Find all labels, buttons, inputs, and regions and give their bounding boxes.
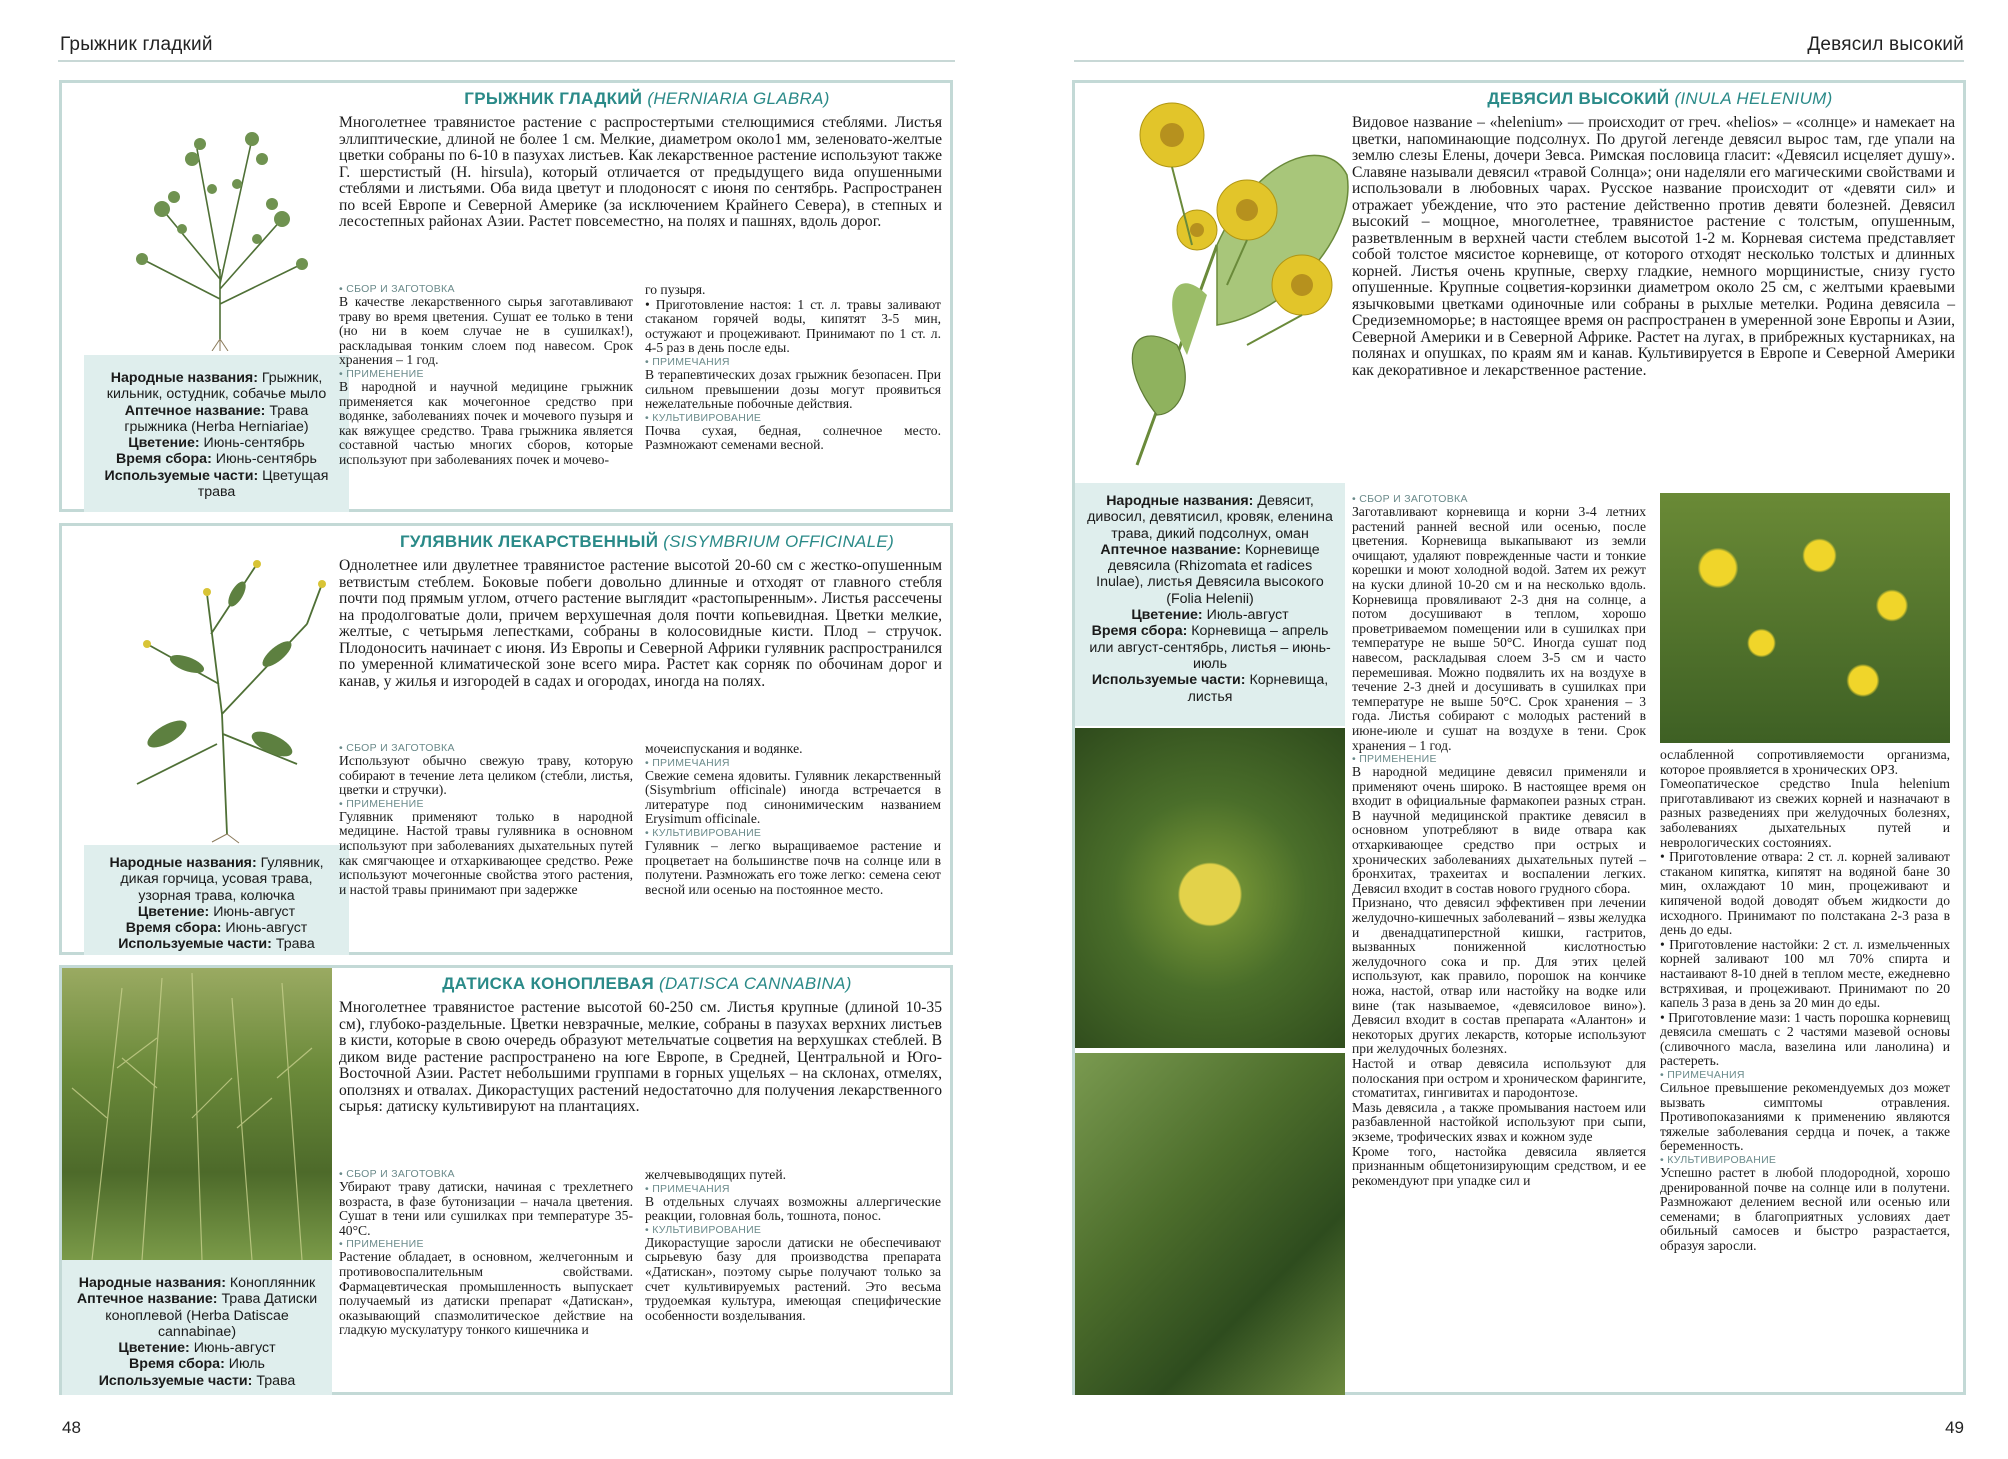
- page-number-left: 48: [62, 1418, 81, 1437]
- info-value: Июнь-сентябрь: [203, 435, 305, 452]
- info-value: Грыжник, кильник, остудник, собачье мыло: [106, 370, 327, 403]
- page-number-right: 49: [1945, 1418, 1964, 1437]
- article-title: ДАТИСКА КОНОПЛЕВАЯ (DATISCA CANNABINA): [442, 974, 852, 993]
- inula-info-panel: Народные названия: Девясит, дивосил, девятисил, кровяк, еленина трава, дикий подсолнух, оман Аптечное название: Корневище девясила (Rhizomata et radices Inulae), листья Девясила высокого (Folia Helenii) Цветение: Июль-август Время сбора: Корневища – апрель или август-сентябрь, листья – июнь-июль Используемые части: Корневища, листья: [1075, 483, 1345, 726]
- header-rule-right: [1074, 60, 1964, 62]
- sisymbrium-illustration: [107, 534, 337, 844]
- info-label: Время сбора:: [116, 451, 212, 468]
- article-intro: Многолетнее травянистое растение с распростертыми стелющимися стеблями. Листья эллиптические, длиной не более 1 см. Мелкие, диаметром около1 мм, зеленовато-желтые цветки собраны по 6-10 в пазухах листьев. Как лекарственное растение используют также Г. шерстистый (H. hirsula), который отличается от предыдущего вида опушенными стеблями и листьями. Оба вида цветут и плодоносят с июня по сентябрь. Распространен по всей Европе и Северной Америке (за исключением Крайнего Севера), в степных и лесостепных районах Азии. Растет повсеместно, на полях и пашнях, вдоль дорог.: [339, 114, 942, 230]
- inula-leaves-photo: [1075, 1053, 1345, 1395]
- info-label: Народные названия:: [110, 370, 258, 386]
- inula-flower-photo: [1075, 728, 1345, 1048]
- article-column-2: мочеиспускания и водянке. • ПРИМЕЧАНИЯ Свежие семена ядовиты. Гулявник лекарственный (Sisymbrium officinale) иногда встречается в литературе под синонимическим названием Erysimum officinale. • КУЛЬТИВИРОВАНИЕ Гулявник – легко выращиваемое растение и процветает на большинстве почв на солнце или в полутени. Размножать его тоже легко: семена сеют весной или осенью на постоянное место.: [645, 741, 941, 897]
- article-title: ГРЫЖНИК ГЛАДКИЙ (HERNIARIA GLABRA): [464, 89, 830, 108]
- article-intro: Многолетнее травянистое растение высотой 60-250 см. Листья крупные (длиной 10-35 см), глубоко-раздельные. Цветки невзрачные, мелкие, собраны в пазухах верхних листьев в кисти, которые в свою очередь образуют метельчатые соцветия на верхушках стеблей. В диком виде растение распространено на юге Европе, в Средней, Центральной и Юго-Восточной Азии. Растет небольшими группами в горных ущельях – на склонах, отмелях, оползнях и отвалах. Дикорастущих растений недостаточно для получения лекарственного сырья: датиску культивируют на плантациях.: [339, 999, 942, 1115]
- article-datisca: [59, 965, 953, 1395]
- inula-field-photo: [1660, 493, 1950, 743]
- article-column-1: • СБОР И ЗАГОТОВКА Используют обычно свежую траву, которую собирают в течение лета целиком (стебли, листья, цветки и стручки). • ПРИМЕНЕНИЕ Гулявник применяют только в народной медицине. Настой травы гулявника в основном используют при заболеваниях дыхательных путей как смягчающее и отхаркивающее средство. Реже используют мочегонные свойства этого растения, и настой травы принимают при задержке: [339, 742, 633, 897]
- article-title: ГУЛЯВНИК ЛЕКАРСТВЕННЫЙ (SISYMBRIUM OFFICINALE): [399, 532, 895, 551]
- sisymbrium-info-panel: Народные названия: Гулявник, дикая горчица, усовая трава, узорная трава, колючка Цветение: Июнь-август Время сбора: Июнь-август Используемые части: Трава: [84, 845, 349, 955]
- article-column-2: го пузыря. • Приготовление настоя: 1 ст. л. травы заливают стаканом горячей воды, кипятят 3-5 мин, остужают и процеживают. Принимают по 1 ст. л. 4-5 раз в день после еды. • ПРИМЕЧАНИЯ В терапевтических дозах грыжник безопасен. При сильном превышении дозы могут проявиться нежелательные побочные действия. • КУЛЬТИВИРОВАНИЕ Почва сухая, бедная, солнечное место. Размножают семенами весной.: [645, 282, 941, 453]
- article-intro: Однолетнее или двулетнее травянистое растение высотой 20-60 см с жестко-опушенным ветвистым стеблем. Боковые побеги довольно длинные и отходят от главного стебля почти под прямым углом, отчего растение выглядит «растопыренным». Листья рассечены на продолговатые доли, причем верхушечная доля почти копьевидная. Цветки мелкие, желтые, с четырьмя лепестками, собраны в колосовидные кисти. Плод – стручок. Плодоносить начинает с июня. Из Европы и Северной Африки гулявник распространился по умеренной климатической зоне всего мира. Растет как сорняк по обочинам дорог и канав, у жилья и изгородей в садах и огородах, иногда на полях.: [339, 557, 942, 690]
- info-label: Цветение:: [128, 435, 200, 452]
- datisca-photo: [62, 968, 332, 1260]
- herniaria-info-panel: [84, 355, 349, 512]
- info-label: Используемые части:: [104, 467, 259, 484]
- header-rule-left: [58, 60, 955, 62]
- article-column-1: • СБОР И ЗАГОТОВКА В качестве лекарственного сырья заготавливают траву во время цветения. Сушат ее только в тени (но ни в коем случае не в сушилках!), раскладывая тонким слоем под навесом. Срок хранения – 1 год. • ПРИМЕНЕНИЕ В народной и научной медицине грыжник применяется как мочегонное средство при водянке, заболеваниях почек и мочевого пузыря и как вяжущее средство. Трава грыжника является составной частью многих сборов, которые используют при заболеваниях почек и мочево-: [339, 283, 633, 467]
- running-header-right: Девясил высокий: [1807, 34, 1964, 55]
- inula-illustration: [1097, 95, 1367, 480]
- article-column-1: • СБОР И ЗАГОТОВКА Убирают траву датиски, начиная с трехлетнего возраста, в фазе бутонизации – начала цветения. Сушат в тени или сушилках при температуре 35-40°С. • ПРИМЕНЕНИЕ Растение обладает, в основном, желчегонным и противовоспалительным свойствами. Фармацевтическая промышленность выпускает получаемый из датиски препарат «Датискан», оказывающий спазмолитическое действие на гладкую мускулатуру тонкого кишечника и: [339, 1168, 633, 1338]
- info-value: Трава грыжника (Herba Herniariae): [124, 402, 309, 435]
- info-label: Аптечное название:: [124, 402, 266, 419]
- article-title: ДЕВЯСИЛ ВЫСОКИЙ (INULA HELENIUM): [1487, 89, 1833, 108]
- article-sisymbrium: [59, 523, 953, 955]
- datisca-info-panel: Народные названия: Коноплянник Аптечное название: Трава Датиски коноплевой (Herba Datiscae cannabinae) Цветение: Июнь-август Время сбора: Июль Используемые части: Трава: [62, 1260, 332, 1395]
- article-column-2: желчевыводящих путей. • ПРИМЕЧАНИЯ В отдельных случаях возможны аллергические реакции, головная боль, тошнота, понос. • КУЛЬТИВИРОВАНИЕ Дикорастущие заросли датиски не обеспечивают сырьевую базу для производства препарата «Датискан», поэтому сырье получают только за счет культивируемых растений. Это весьма трудоемкая культура, имеющая специфические особенности возделывания.: [645, 1167, 941, 1323]
- herniaria-illustration: [102, 89, 338, 351]
- info-value: Цветущая трава: [197, 467, 329, 501]
- running-header-left: Грыжник гладкий: [60, 34, 213, 55]
- article-herniaria: [59, 80, 953, 512]
- article-intro: Видовое название – «helenium» — происходит от греч. «helios» – «солнце» и намекает на цветки, напоминающие подсолнух. По другой легенде девясил вырос там, где упали на землю слезы Елены, дочери Зевса. Римская пословица гласит: «Девясил исцеляет душу». Славяне называли девясил «травой Солнца»; они наделяли его магическими свойствами и использовали в любовных чарах. Русское название происходит от «девяти сил» и отражает убеждение, что это растение действенно против девяти болезней. Девясил высокий – мощное, многолетнее, травянистое растение с толстым, опушенным, разветвленным в верхней части стеблем высотой 1-2 м. Корневая система представляет собой толстое мясистое корневище, от которого отходят несколько толстых и длинных корней. Листья очень крупные, сверху гладкие, немного морщинистые, снизу густо опушенные. Крупные соцветия-корзинки диаметром около 25 см, с желтыми краевыми язычковыми цветками одиночные или собраны в рыхлые метелки. Родина девясила – Средиземноморье; в настоящее время он распространен в умеренной зоне Европы и Азии, Северной Америки и в Северной Африке. Растет на лугах, в прибрежных кустарниках, на полянах и опушках, по краям ям и канав. Культивируется в Европе и Северной Америки как декоративное и лекарственное растение.: [1352, 114, 1955, 379]
- article-inula: [1072, 80, 1966, 1395]
- article-column-1: • СБОР И ЗАГОТОВКА Заготавливают корневища и корни 3-4 летних растений ранней весной или осенью, после цветения. Корневища выкапывают из земли очищают, удаляют поврежденные части и тонкие корешки и моют холодной водой. Затем их режут на куски длиной 10-20 см и на несколько вдоль. Корневища провяливают 2-3 дня на солнце, а потом досушивают в теплом, хорошо проветриваемом помещении или в сушилках при температуре не выше 50°С. Иногда сушат под навесом, раскладывая слоем 3-5 см и часто перемешивая. Можно подвялить их на воздухе в течение 2-3 дней и досушивать в сушилках при температуре не выше 50°С. Срок хранения – 3 года. Листья собирают с молодых растений в июне-июле и сушат на воздухе в тени. Срок хранения – 1 год. • ПРИМЕНЕНИЕ В народной медицине девясил применяли и применяют очень широко. В настоящее время он входит в официальные фармакопеи разных стран. В научной медицинской практике девясил в основном употребляют в виде отвара как отхаркивающее средство при острых и хронических заболеваниях дыхательных путей – бронхитах, трахеитах и воспалении легких. Девясил входит в состав нового грудного сбора. Признано, что девясил эффективен при лечении желудочно-кишечных заболеваний – язвы желудка и двенадцатиперстной кишки, гастритов, вызванных пониженной кислотностью желудочного сока и пр. Для этих целей используют, как правило, порошок на кончике ножа, настой, отвар или настойку на водке или вине (так называемое, «девясиловое вино»). Девясил входит в состав препарата «Алантон» и некоторых других лекарств, которые используют при желудочных болезнях. Настой и отвар девясила используют для полоскания при остром и хроническом фарингите, стоматитах, гингивитах и пародонтозе. Мазь девясила , а также промывания настоем или разбавленной настойкой используют при сыпи, экземе, трофических язвах и кожном зуде Кроме того, настойка девясила является признанным общетонизирующим средством, и ее рекомендуют при упадке сил и: [1352, 493, 1646, 1188]
- article-column-2: ослабленной сопротивляемости организма, которое проявляется в хронических ОРЗ. Гомеопатическое средство Inula helenium приготавливают из свежих корней и назначают в разных разведениях при желудочных болезнях, заболеваниях дыхательных путей и неврологических состояниях. • Приготовление отвара: 2 ст. л. корней заливают стаканом кипятка, кипятят на водяной бане 30 мин, охлаждают 10 мин, процеживают и кипяченой водой доводят объем жидкости до исходного. Принимают по полстакана 2-3 раза в день до еды. • Приготовление настойки: 2 ст. л. измельченных корней заливают 100 мл 70% спирта и настаивают 8-10 дней в теплом месте, ежедневно встряхивая, и процеживают. Принимают по 20 капель 3 раза в день за 20 мин до еды. • Приготовление мази: 1 часть порошка корневищ девясила смешать с 2 частями мазевой основы (сливочного масла, вазелина или ланолина) и растереть. • ПРИМЕЧАНИЯ Сильное превышение рекомендуемых доз может вызвать симптомы отравления. Противопоказаниями к применению являются тяжелые заболевания сердца и почек, а также беременность. • КУЛЬТИВИРОВАНИЕ Успешно растет в любой плодородной, хорошо дренированной почве на солнце или в полутени. Размножают делением весной или осенью или семенами; в благоприятных условиях дает обильный самосев и быстро разрастается, образуя заросли.: [1660, 747, 1950, 1253]
- info-value: Июнь-сентябрь: [215, 451, 317, 468]
